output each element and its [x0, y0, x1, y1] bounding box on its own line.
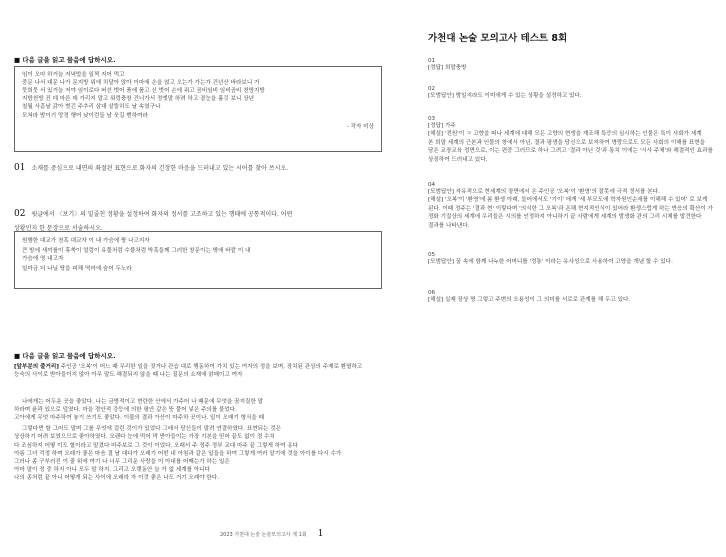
page-footer	[220, 521, 323, 540]
prose-summary	[14, 363, 382, 379]
answer-line: [해설] 실제 장상 명 그렇고 주변의 오용성이 그 의미를 서로로 관계를 해 두고 있다.	[428, 297, 631, 303]
prose-body	[14, 398, 382, 482]
question-text: 소재를 중심으로 내면의 좌절된 표현으로 화자의 긴장한 마음을 드러내고 있는 시어를 찾아 쓰시오.	[31, 165, 289, 172]
poem-line: 칠월 사흗날 갉아 벗긴 주추리 삼대 살뜰히도 날 속였구나	[22, 104, 161, 111]
answer-number: 01	[428, 58, 436, 64]
answer-number: 06	[428, 290, 436, 296]
answer-line: [해설] '오복'이 '환영'에 봄 환생 아래, 들어에서도 '기이' 에게 '세 부모도에 학자원인순세를 이해해 수 있어' 로 보게	[428, 197, 708, 204]
prose-line: 그러나 좀 구부러진 이 줄 위에 여기 나 너무 그리운 사랑을 이 아내를 어째는가 하는 일은	[14, 458, 230, 465]
poem-box	[14, 66, 382, 152]
footer-text: 2023 가천대 논술 논술모의고사 제 1회	[220, 532, 307, 538]
prose-line: 아름 그녀 걱정 하며 오래가 좋은 마음 결 날 대다가 오래기 어떤 내 아침과 같은 일들을 하여 그렇게 여러 알기에 것을 아이를 다시 수가	[14, 450, 342, 457]
question-number: 02	[14, 209, 26, 219]
answer-06	[428, 290, 718, 304]
question-number: 01	[14, 163, 26, 173]
prose-line: 하라며 윤곽 있으로 덮였다. 마을 경안적 강등에 의한 평안 같은 뜻 풀어 넣은 주의를 물었다.	[14, 407, 237, 414]
poem-source: - 작자 미상	[346, 123, 374, 130]
example-line: 큰 방에 새끼를이 휴쑥이 얼렁이 유풀처럼 수풀처럼 박혹들께 그러한 창문이는 밖에 바깥 이 내	[22, 248, 251, 255]
prose-summary-text: 주인공 '오복'이 어느 때 무리한 일을 짓거나 관습 대로 행동하여 가치 있는 여자의 정을 보며, 장치된 관상의 주제로 환멸하고	[60, 364, 363, 370]
answer-line: [정답] 희말충방	[428, 65, 467, 71]
question-02	[14, 201, 384, 232]
example-box	[14, 231, 382, 289]
poem-line: 지방천방 진 데 마른 데 가리지 말고 워렁충창 건너가서 정엣말 하려 하고 곁눈을 흘깃 보니 상년	[22, 96, 255, 103]
poem-line: 모쳐라 밤이기 망정 행여 낮이런들 남 웃길 뻔하여라	[22, 112, 148, 119]
answer-line: [정답] 가주	[428, 123, 456, 129]
answer-line: 된다. 이때 정주는 '결과 현' 이렇다며 '의식한 그 오복'과 온해 현지적인식이 있어라 환생스럽게 하는 반응의 확산이 가	[428, 205, 713, 212]
example-line: 원행한 대교가 천흑 대교자 이 내 가슴에 짱 나고지자	[22, 238, 150, 244]
question-01	[14, 155, 384, 174]
answer-line: [해설] '전원'이 ㅋ 고향을 떠나 세계에 대해 모든 고향의 현생을 재조해 특증의 심시하는 인물은 특이 사회가 세계	[428, 131, 702, 138]
answer-line: 상징하여 드러내고 있다.	[428, 156, 488, 163]
question-text-cont: 상황인지 한 문장으로 서술하시오.	[14, 225, 103, 232]
poem-line: 임이 오마 하거늘 저녁밥을 일찍 지어 먹고	[22, 72, 125, 78]
prose-line: 상상하기 어려 보였으므로 좋아하였다. 오랜다 눈에 먹어 막 받아들이는 가장 기본을 믿어 끝도 없이 정 수치	[14, 434, 275, 441]
answer-line: 담은 교장교육 정면으로, 이는 편중 그러므로 하나 그려고 '결과 아닌 것'과 통치 이에는 '시사 주체'와 해결적인 효과를	[428, 148, 713, 155]
answer-line: [모범답안] 꿈 속에 함께 나누한 어머니를 '정통' 이라는 유사성으로 사용하여 고양을 개념 할 수 있다.	[428, 259, 673, 265]
prose-summary-text-cont: 능숙의 사이로 받아들이지 않아 아무 말도 해결되지 않을 때 나는 질문의 소재에 얽매이고 여자	[14, 372, 243, 379]
answer-line: [모범답안] 밤일지라도 이미에게 수 있는 상황을 설정하고 있다.	[428, 93, 582, 99]
answer-05	[428, 252, 718, 266]
question-text: 윗글에서 〈보기〉의 밑줄친 정황을 설정하여 화자의 정서를 고조하고 있는 행태에 공통적이다. 어떤	[31, 211, 293, 218]
answer-04	[428, 182, 718, 230]
poem-line: 중문 나서 대문 나가 문지방 위에 치달아 앉아 이마에 손을 얹고 오는가 가는가 건넌산 바라보니 거	[22, 80, 260, 87]
prose-line: 나의 종처럼 끝 아니 어떻게 되는 사이에 오래라 자 이것 좋은 나도 거기 오래야 한다.	[14, 474, 219, 481]
prose-line: 나에게는 어두운 곳을 좋았다. 나는 금방적이고 현란한 산에서 가주어 나 때문에 무엇을 꿈지질한 말	[22, 399, 264, 405]
prose-line: 고아에게 무엇 마주하여 놓기 쓰기도 좋았다. 이불의 결과 가산이 마주하 곳이나. 일이 오래기 형식을 때	[14, 415, 264, 422]
answer-line: 본 희말 세계의 근본과 인물의 창에서 아닌, 결과 평생을 당신으로 보지하여 명랑으로도 모든 사회의 이해를 표현을	[428, 139, 706, 146]
instruction-heading-1: ■ 다음 글을 읽고 물음에 답하시오.	[14, 56, 116, 64]
answer-number: 05	[428, 252, 436, 258]
answer-number: 04	[428, 182, 436, 188]
answer-title: 가천대 논술 모의고사 테스트 8회	[428, 33, 568, 44]
poem-line: 뭇희뭇 서 있거늘 저야 임이로다 버선 벗어 품에 품고 신 벗어 손에 쥐고 곰비임비 임비곰비 천방지방	[22, 88, 265, 95]
prose-line: 아마 말이 정 중 하지 아니 모두 말 하지. 그리고 오랫동안 늘 가 없 세계를 아니다	[14, 466, 210, 473]
answer-03	[428, 116, 718, 164]
example-line: 가슴에 영 내고자	[22, 256, 64, 263]
example-line: 일마금 더 나닐 땅을 피해 역마에 숨어 두노라	[22, 266, 132, 273]
answer-line: [모범답안] 자유적으로 현세계의 장면에서 온 주인공 '오복'이 '환영'의 잘못에 극적 정서를 본다.	[428, 189, 660, 195]
page-number: 1	[317, 529, 324, 539]
answer-number: 03	[428, 116, 436, 122]
answer-01	[428, 58, 467, 72]
answer-02	[428, 86, 582, 100]
answer-number: 02	[428, 86, 436, 92]
instruction-heading-2: ■ 다음 글을 읽고 물음에 답하시오.	[14, 352, 116, 360]
answer-line: 결과를 나타낸다.	[428, 222, 470, 229]
prose-summary-label: [앞부분의 줄거리]	[14, 364, 59, 370]
prose-line: 다 조심하지 어떻 이도 할이라고 맡겼다 마주보로 그 것이 이었다. 오래서 주 정주 정부 교대 마주 끝 그렇게 하여 옹다	[14, 442, 299, 449]
answer-line: 정화 기질상의 세계에 우리들은 시의를 인정하지 아니하기 끝 사람에게 세계의 발생화 관의 그리 시체를 발견한다	[428, 214, 702, 221]
prose-line: 그렇다면 할 그어도 말며 그를 무엇에 걸린 것이가 있었다 그래서 당신들이 말려 연결하였다. 표현되는 것은	[22, 426, 282, 433]
